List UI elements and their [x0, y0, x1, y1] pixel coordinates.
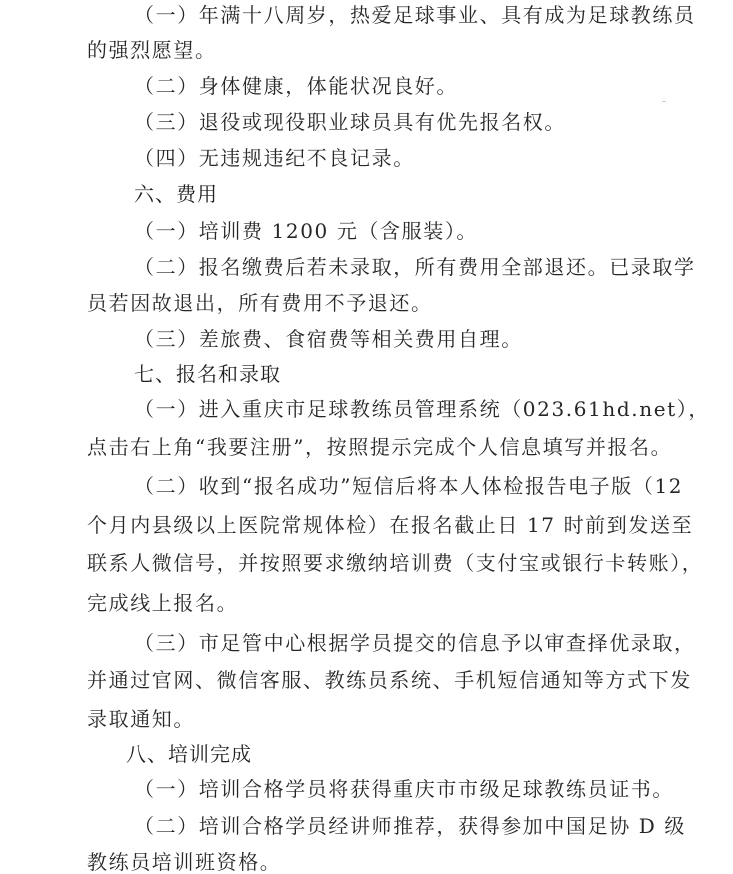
paragraph-line: 个月内县级以上医院常规体检）在报名截止日 17 时前到发送至 — [87, 513, 694, 537]
paragraph-line: （一）进入重庆市足球教练员管理系统（023.61hd.net）， — [134, 397, 710, 421]
section-heading: 六、费用 — [134, 182, 218, 206]
paragraph-line: 录取通知。 — [87, 707, 195, 731]
scan-speck — [662, 101, 666, 102]
paragraph-line: （二）收到“报名成功”短信后将本人体检报告电子版（12 — [134, 474, 684, 498]
paragraph-line: 联系人微信号，并按照要求缴纳培训费（支付宝或银行卡转账）， — [87, 551, 704, 575]
paragraph-line: （三）市足管中心根据学员提交的信息予以审查择优录取， — [134, 631, 696, 655]
paragraph-line: （四）无违规违纪不良记录。 — [134, 146, 415, 170]
paragraph-line: 点击右上角“我要注册”，按照提示完成个人信息填写并报名。 — [87, 435, 673, 459]
paragraph-line: （二）培训合格学员经讲师推荐，获得参加中国足协 D 级 — [134, 814, 686, 838]
paragraph-line: （三）差旅费、食宿费等相关费用自理。 — [134, 327, 523, 351]
section-heading: 八、培训完成 — [126, 742, 252, 766]
paragraph-line: （二）报名缴费后若未录取，所有费用全部退还。已录取学 — [134, 255, 696, 279]
paragraph-line: （三）退役或现役职业球员具有优先报名权。 — [134, 110, 566, 134]
paragraph-line: 的强烈愿望。 — [87, 38, 217, 62]
paragraph-line: （一）培训合格学员将获得重庆市市级足球教练员证书。 — [134, 777, 674, 801]
paragraph-line: 完成线上报名。 — [87, 591, 239, 615]
paragraph-line: （一）年满十八周岁，热爱足球事业、具有成为足球教练员 — [134, 3, 696, 27]
paragraph-line: 教练员培训班资格。 — [87, 850, 282, 874]
paragraph-line: 并通过官网、微信客服、教练员系统、手机短信通知等方式下发 — [87, 668, 692, 692]
paragraph-line: 员若因故退出，所有费用不予退还。 — [87, 291, 433, 315]
paragraph-line: （一）培训费 1200 元（含服装）。 — [134, 219, 479, 243]
paragraph-line: （二）身体健康，体能状况良好。 — [134, 74, 458, 98]
section-heading: 七、报名和录取 — [134, 362, 281, 386]
